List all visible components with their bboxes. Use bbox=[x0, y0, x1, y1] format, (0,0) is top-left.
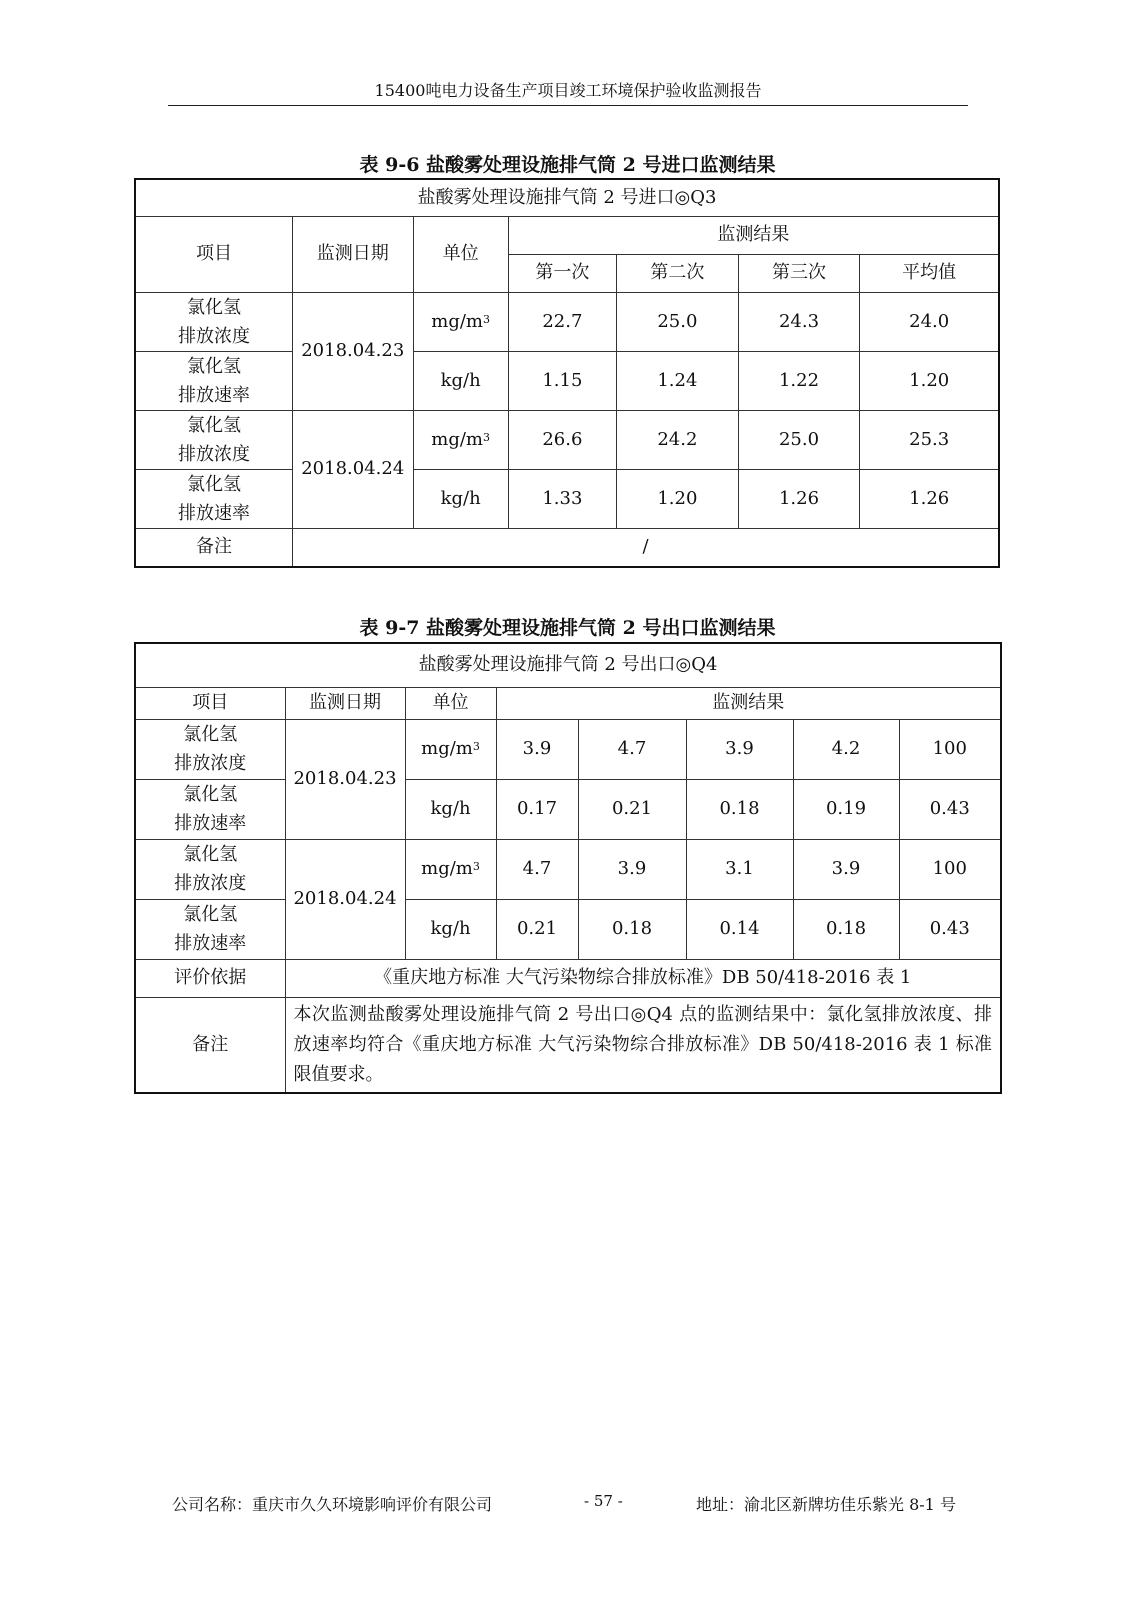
table-row-date: 2018.04.24 bbox=[285, 839, 405, 959]
table2-col-unit: 单位 bbox=[405, 687, 496, 719]
table-cell: 24.3 bbox=[738, 292, 860, 351]
table1-col-date: 监测日期 bbox=[292, 216, 413, 292]
table-cell: 1.15 bbox=[508, 351, 616, 410]
table1-col-item: 项目 bbox=[135, 216, 292, 292]
table-row-item: 氯化氢 排放浓度 bbox=[135, 839, 285, 899]
table-cell: 3.9 bbox=[496, 719, 578, 779]
table2-col-item: 项目 bbox=[135, 687, 285, 719]
table-cell: 0.21 bbox=[578, 779, 686, 839]
table-cell: 1.20 bbox=[860, 351, 999, 410]
table2-basis-label: 评价依据 bbox=[135, 959, 285, 997]
table2-col-results: 监测结果 bbox=[496, 687, 1001, 719]
table-cell: 0.19 bbox=[793, 779, 899, 839]
table-cell: 1.20 bbox=[617, 469, 739, 528]
table-row-item: 氯化氢 排放速率 bbox=[135, 351, 292, 410]
table-row-item: 氯化氢 排放速率 bbox=[135, 469, 292, 528]
table-row-date: 2018.04.23 bbox=[292, 292, 413, 410]
table-cell: 1.26 bbox=[860, 469, 999, 528]
table-cell: 0.14 bbox=[686, 899, 793, 959]
table-row-unit: $mg/m^3$ bbox=[413, 410, 508, 469]
table1-remark-value: / bbox=[292, 528, 999, 567]
table1-subcol: 第一次 bbox=[508, 254, 616, 292]
table-row-unit: $mg/m^3$ bbox=[405, 839, 496, 899]
table-cell: 25.0 bbox=[738, 410, 860, 469]
table2-basis-value: 《重庆地方标准 大气污染物综合排放标准》DB 50/418-2016 表 1 bbox=[285, 959, 1001, 997]
table-cell: 26.6 bbox=[508, 410, 616, 469]
table2-remark-value: 本次监测盐酸雾处理设施排气筒 2 号出口◎Q4 点的监测结果中：氯化氢排放浓度、排放速率均符合《重庆地方标准 大气污染物综合排放标准》DB 50/418-2016 表 1 标准限值要求。 bbox=[285, 997, 1001, 1093]
table-row-unit: $mg/m^3$ bbox=[413, 292, 508, 351]
footer-page-number: - 57 - bbox=[584, 1492, 623, 1510]
page-header: 15400吨电力设备生产项目竣工环境保护验收监测报告 bbox=[168, 78, 968, 106]
table-cell: 0.43 bbox=[899, 899, 1001, 959]
table1-col-unit: 单位 bbox=[413, 216, 508, 292]
table1-title: 盐酸雾处理设施排气筒 2 号进口◎Q3 bbox=[135, 179, 999, 216]
table1-subcol: 第三次 bbox=[738, 254, 860, 292]
table-cell: 25.3 bbox=[860, 410, 999, 469]
table1-caption: 表 9-6 盐酸雾处理设施排气筒 2 号进口监测结果 bbox=[359, 154, 776, 176]
table-cell: 25.0 bbox=[617, 292, 739, 351]
table2-caption: 表 9-7 盐酸雾处理设施排气筒 2 号出口监测结果 bbox=[359, 617, 776, 639]
table-cell: 3.9 bbox=[686, 719, 793, 779]
table-cell: 24.0 bbox=[860, 292, 999, 351]
table2 bbox=[134, 642, 1002, 1094]
table-cell: 3.9 bbox=[793, 839, 899, 899]
table-row-date: 2018.04.23 bbox=[285, 719, 405, 839]
table-row-item: 氯化氢 排放浓度 bbox=[135, 410, 292, 469]
table2-title: 盐酸雾处理设施排气筒 2 号出口◎Q4 bbox=[135, 643, 1001, 687]
table-row-item: 氯化氢 排放速率 bbox=[135, 899, 285, 959]
table-cell: 1.33 bbox=[508, 469, 616, 528]
footer-company: 公司名称：重庆市久久环境影响评价有限公司 bbox=[172, 1495, 493, 1514]
table-cell: 22.7 bbox=[508, 292, 616, 351]
table-cell: 0.21 bbox=[496, 899, 578, 959]
table-row-date: 2018.04.24 bbox=[292, 410, 413, 528]
table-cell: 0.18 bbox=[686, 779, 793, 839]
table-row-item: 氯化氢 排放浓度 bbox=[135, 719, 285, 779]
table-cell: 4.2 bbox=[793, 719, 899, 779]
table-cell: 0.18 bbox=[578, 899, 686, 959]
table-cell: 1.22 bbox=[738, 351, 860, 410]
table-cell: 1.24 bbox=[617, 351, 739, 410]
table-cell: 3.1 bbox=[686, 839, 793, 899]
table-cell: 4.7 bbox=[496, 839, 578, 899]
footer-address: 地址：渝北区新牌坊佳乐紫光 8-1 号 bbox=[696, 1495, 956, 1514]
table1 bbox=[134, 178, 1000, 568]
table1-col-results: 监测结果 bbox=[508, 216, 999, 254]
table-cell: 3.9 bbox=[578, 839, 686, 899]
table-row-item: 氯化氢 排放浓度 bbox=[135, 292, 292, 351]
table-cell: 0.17 bbox=[496, 779, 578, 839]
table-cell: 0.18 bbox=[793, 899, 899, 959]
table2-col-date: 监测日期 bbox=[285, 687, 405, 719]
table1-remark-label: 备注 bbox=[135, 528, 292, 567]
table-cell: 24.2 bbox=[617, 410, 739, 469]
table-row-unit: $mg/m^3$ bbox=[405, 719, 496, 779]
table-cell: 4.7 bbox=[578, 719, 686, 779]
table1-subcol: 平均值 bbox=[860, 254, 999, 292]
table-row-unit: kg/h bbox=[405, 779, 496, 839]
table2-remark-label: 备注 bbox=[135, 997, 285, 1093]
table-cell: 100 bbox=[899, 839, 1001, 899]
table-cell: 1.26 bbox=[738, 469, 860, 528]
table-cell: 100 bbox=[899, 719, 1001, 779]
table1-subcol: 第二次 bbox=[617, 254, 739, 292]
table-row-item: 氯化氢 排放速率 bbox=[135, 779, 285, 839]
table-cell: 0.43 bbox=[899, 779, 1001, 839]
table-row-unit: kg/h bbox=[405, 899, 496, 959]
table-row-unit: kg/h bbox=[413, 351, 508, 410]
table-row-unit: kg/h bbox=[413, 469, 508, 528]
